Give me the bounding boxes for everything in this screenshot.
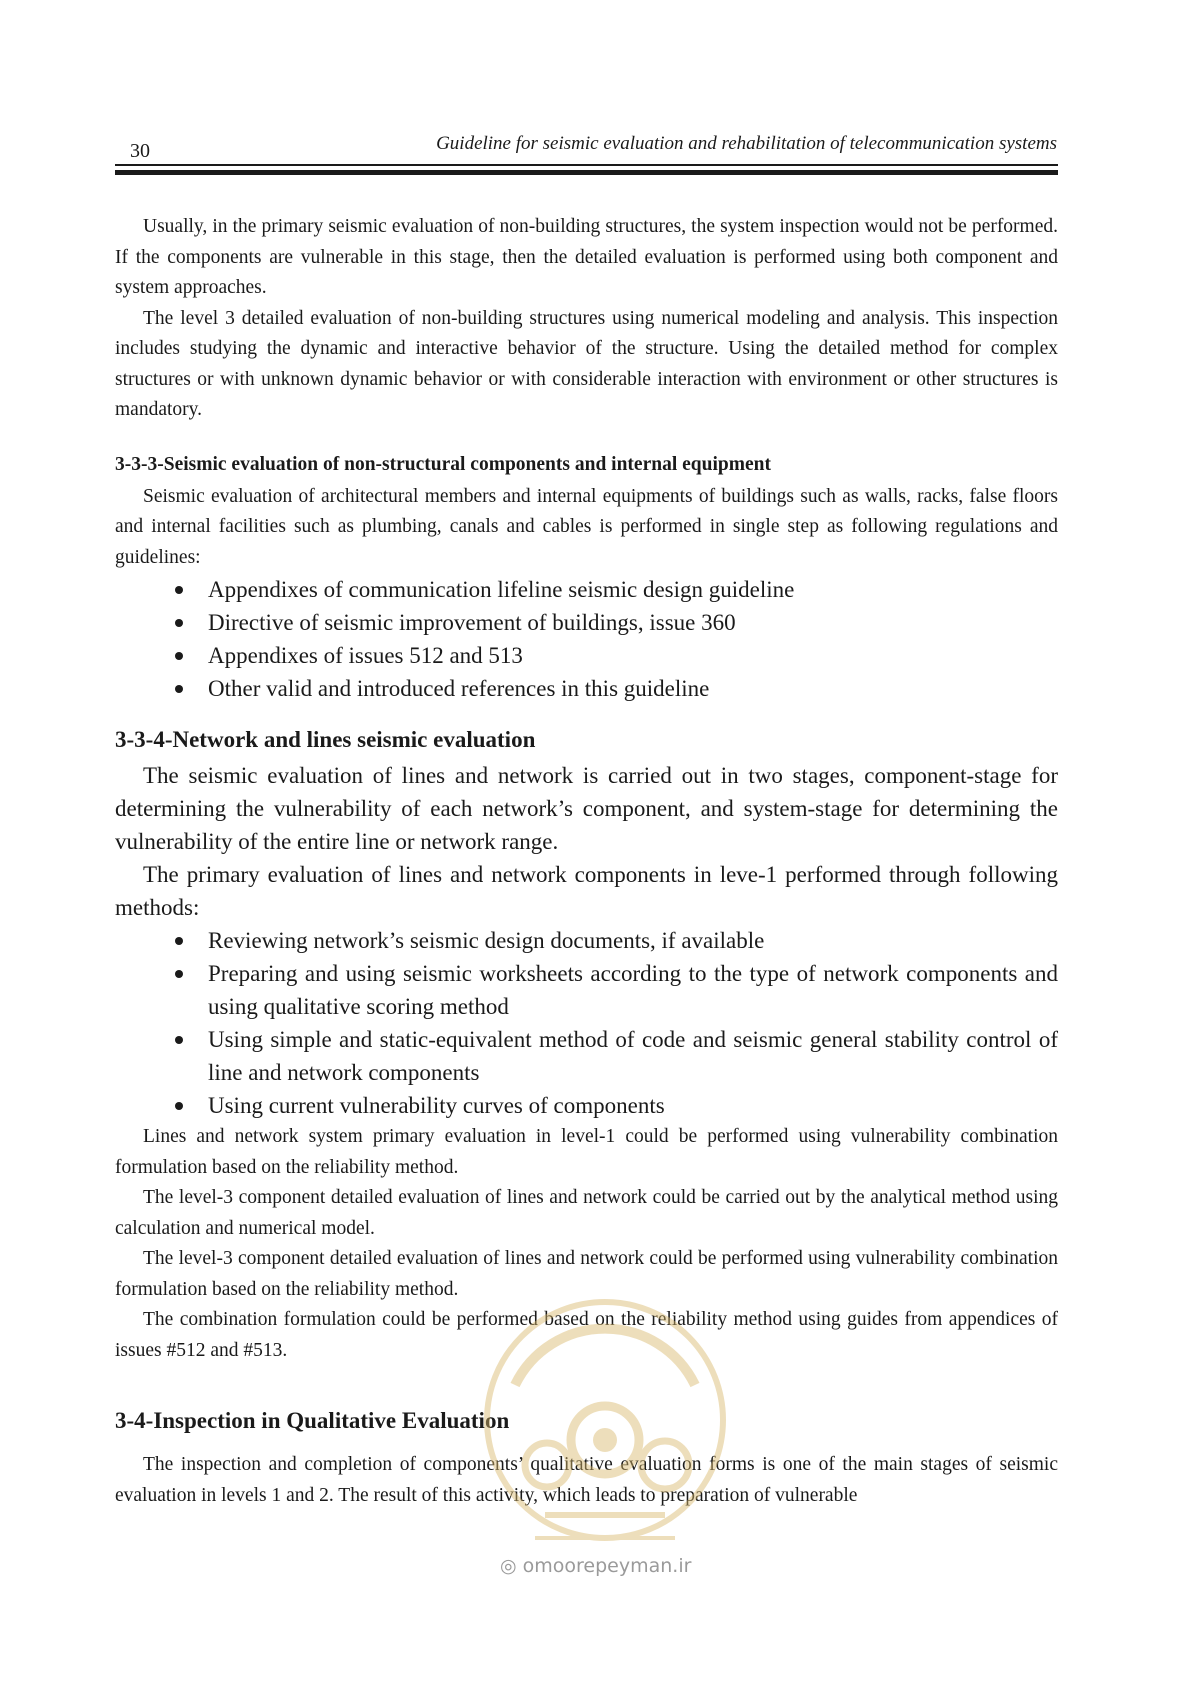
list-item: Appendixes of issues 512 and 513 bbox=[115, 639, 1058, 672]
bullet-icon bbox=[175, 685, 183, 693]
list-item: Using simple and static-equivalent method of code and seismic general stability control of line and network components bbox=[115, 1023, 1058, 1089]
section-334-heading: 3-3-4-Network and lines seismic evaluation bbox=[115, 727, 536, 752]
section-334-paragraph-1: The seismic evaluation of lines and network is carried out in two stages, component-stage for determining the vulnerability of each network’s component, and system-stage for determining the vulnerability of the entire line or network range. bbox=[115, 763, 1058, 854]
watermark-url: ◎ omoorepeyman.ir bbox=[500, 1555, 692, 1577]
bullet-icon bbox=[175, 937, 183, 945]
list-item: Directive of seismic improvement of buildings, issue 360 bbox=[115, 606, 1058, 639]
bullet-icon bbox=[175, 1102, 183, 1110]
section-333-paragraph: Seismic evaluation of architectural members and internal equipments of buildings such as walls, racks, false floors and internal facilities such as plumbing, canals and cables is performed in single step as following regulations and guidelines: bbox=[115, 485, 1058, 568]
list-item: Appendixes of communication lifeline seismic design guideline bbox=[115, 573, 1058, 606]
page-number: 30 bbox=[130, 140, 150, 162]
section-333-bullet-list bbox=[115, 573, 1058, 705]
section-34-heading: 3-4-Inspection in Qualitative Evaluation bbox=[115, 1408, 510, 1433]
section-34-paragraph: The inspection and completion of components’ qualitative evaluation forms is one of the main stages of seismic evaluation in levels 1 and 2. The result of this activity, which leads to preparation of vulnerable bbox=[115, 1454, 1058, 1506]
section-334-after-paragraph-3: The level-3 component detailed evaluation of lines and network could be performed using vulnerability combination formulation based on the reliability method. bbox=[115, 1248, 1058, 1300]
list-item: Using current vulnerability curves of components bbox=[115, 1089, 1058, 1122]
bullet-icon bbox=[175, 652, 183, 660]
section-334-after-paragraph-4: The combination formulation could be performed based on the reliability method using guides from appendices of issues #512 and #513. bbox=[115, 1309, 1058, 1361]
bullet-icon bbox=[175, 1036, 183, 1044]
section-334-bullet-list bbox=[115, 924, 1058, 1122]
section-334-after-paragraph-1: Lines and network system primary evaluation in level-1 could be performed using vulnerability combination formulation based on the reliability method. bbox=[115, 1126, 1058, 1178]
watermark-seal-icon bbox=[475, 1290, 735, 1580]
section-333-heading: 3-3-3-Seismic evaluation of non-structural components and internal equipment bbox=[115, 453, 771, 475]
header-rule-thick bbox=[115, 170, 1058, 175]
list-item: Preparing and using seismic worksheets according to the type of network components and using qualitative scoring method bbox=[115, 957, 1058, 1023]
bullet-icon bbox=[175, 586, 183, 594]
bullet-icon bbox=[175, 970, 183, 978]
running-title: Guideline for seismic evaluation and rehabilitation of telecommunication systems bbox=[436, 133, 1057, 154]
list-item: Reviewing network’s seismic design documents, if available bbox=[115, 924, 1058, 957]
intro-paragraph-2: The level 3 detailed evaluation of non-building structures using numerical modeling and analysis. This inspection includes studying the dynamic and interactive behavior of the structure. Using the detailed method for complex structures or with unknown dynamic behavior or with considerable interaction with environment or other structures is mandatory. bbox=[115, 307, 1058, 420]
list-item: Other valid and introduced references in this guideline bbox=[115, 672, 1058, 705]
header-rule-thin bbox=[115, 164, 1058, 166]
bullet-icon bbox=[175, 619, 183, 627]
section-334-paragraph-2: The primary evaluation of lines and network components in leve-1 performed through following methods: bbox=[115, 862, 1058, 920]
intro-paragraph-1: Usually, in the primary seismic evaluation of non-building structures, the system inspection would not be performed. If the components are vulnerable in this stage, then the detailed evaluation is performed using both component and system approaches. bbox=[115, 216, 1058, 298]
section-334-after-paragraph-2: The level-3 component detailed evaluation of lines and network could be carried out by the analytical method using calculation and numerical model. bbox=[115, 1187, 1058, 1239]
